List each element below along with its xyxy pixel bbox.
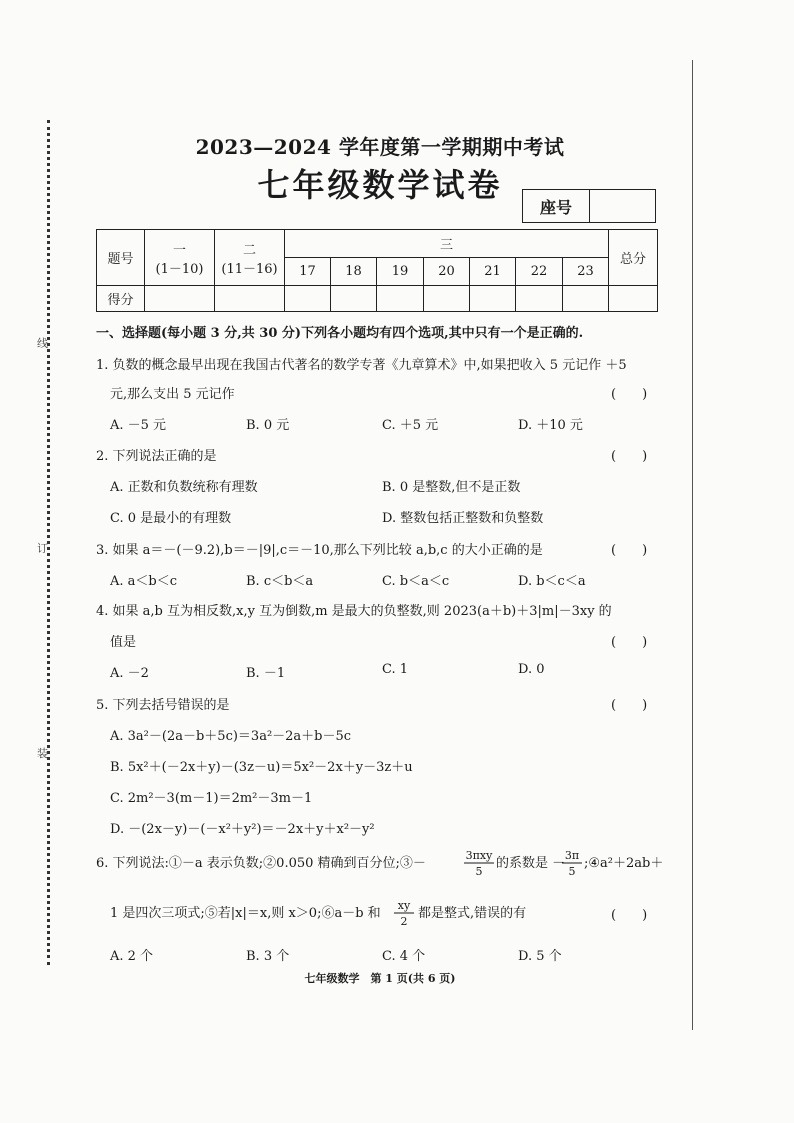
- q6-line2-text: 都是整式,错误的有: [418, 906, 527, 921]
- row-label-score: 得分: [97, 286, 145, 312]
- q2-option-a: A. 正数和负数统称有理数: [110, 480, 258, 495]
- question-number-cell: 23: [563, 258, 609, 286]
- q1-answer-paren[interactable]: ( ): [611, 387, 648, 402]
- q5-line1: 5. 下列去括号错误的是: [96, 698, 230, 713]
- q3-option-d: D. b＜c＜a: [518, 574, 586, 589]
- q1-option-a: A. －5 元: [110, 418, 167, 433]
- q2-option-b: B. 0 是整数,但不是正数: [382, 480, 521, 495]
- q6-line1-text: 的系数是 －: [496, 856, 566, 871]
- q1-line2: 元,那么支出 5 元记作: [110, 387, 235, 402]
- question-number-cell: 20: [424, 258, 470, 286]
- row-label-questions: 题号: [97, 230, 145, 286]
- q1-line1: 1. 负数的概念最早出现在我国古代著名的数学专著《九章算术》中,如果把收入 5 元记作 ＋5: [96, 358, 627, 373]
- q3-answer-paren[interactable]: ( ): [611, 543, 648, 558]
- page-footer: 七年级数学 第 1 页(共 6 页): [304, 972, 456, 985]
- score-cell[interactable]: [285, 286, 331, 312]
- q6-answer-paren[interactable]: ( ): [611, 908, 648, 923]
- q6-option-a: A. 2 个: [110, 949, 154, 964]
- q6-line1-text: ;④a²＋2ab＋: [584, 856, 664, 871]
- q6-line1-text: 6. 下列说法:①－a 表示负数;②0.050 精确到百分位;③－: [96, 856, 426, 871]
- q5-option-c: C. 2m²－3(m－1)＝2m²－3m－1: [110, 791, 313, 806]
- score-cell[interactable]: [215, 286, 285, 312]
- section1-range: (1－10): [155, 261, 204, 277]
- q3-option-a: A. a＜b＜c: [110, 574, 178, 589]
- q4-line2: 值是: [110, 635, 137, 650]
- q6-line2-text: 1 是四次三项式;⑤若|x|＝x,则 x＞0;⑥a－b 和: [110, 906, 381, 921]
- q6-option-c: C. 4 个: [382, 949, 426, 964]
- q2-answer-paren[interactable]: ( ): [611, 449, 648, 464]
- score-cell[interactable]: [470, 286, 516, 312]
- question-number-cell: 22: [516, 258, 563, 286]
- q4-option-d: D. 0: [518, 662, 545, 677]
- section2-name: 二: [242, 242, 256, 258]
- q6-line1: [96, 848, 676, 878]
- exam-title: 2023—2024 学年度第一学期期中考试: [195, 135, 565, 159]
- q6-frac3-num: xy: [397, 899, 411, 912]
- q4-option-c: C. 1: [382, 662, 409, 677]
- section1-name: 一: [172, 242, 186, 258]
- q6-frac2-den: 5: [568, 865, 576, 878]
- section2-header: [215, 230, 285, 286]
- q6-frac3-den: 2: [400, 915, 408, 928]
- score-cell[interactable]: [516, 286, 563, 312]
- q4-option-a: A. －2: [110, 666, 149, 681]
- score-cell[interactable]: [331, 286, 377, 312]
- q1-option-c: C. ＋5 元: [382, 418, 439, 433]
- q4-answer-paren[interactable]: ( ): [611, 635, 648, 650]
- q2-option-d: D. 整数包括正整数和负整数: [382, 511, 544, 526]
- section3-name: 三: [285, 230, 609, 258]
- question-number-cell: 19: [377, 258, 424, 286]
- question-number-cell: 17: [285, 258, 331, 286]
- question-number-cell: 21: [470, 258, 516, 286]
- q4-option-b: B. －1: [246, 666, 286, 681]
- score-cell[interactable]: [424, 286, 470, 312]
- score-cell[interactable]: [377, 286, 424, 312]
- q4-line1: 4. 如果 a,b 互为相反数,x,y 互为倒数,m 是最大的负整数,则 2023(a＋b)＋3|m|－3xy 的: [96, 604, 612, 619]
- q5-option-a: A. 3a²－(2a－b＋5c)＝3a²－2a＋b－5c: [110, 729, 352, 744]
- score-cell[interactable]: [145, 286, 215, 312]
- q6-frac2-num: 3π: [564, 849, 580, 862]
- paper-title: 七年级数学试卷: [257, 166, 503, 204]
- q6-frac1-num: 3πxy: [465, 849, 493, 862]
- q2-option-c: C. 0 是最小的有理数: [110, 511, 232, 526]
- score-cell[interactable]: [563, 286, 609, 312]
- q5-answer-paren[interactable]: ( ): [611, 698, 648, 713]
- section1-heading: 一、选择题(每小题 3 分,共 30 分)下列各小题均有四个选项,其中只有一个是正确的.: [96, 326, 584, 341]
- q6-line2: [110, 898, 550, 928]
- q3-option-c: C. b＜a＜c: [382, 574, 450, 589]
- score-cell[interactable]: [609, 286, 658, 312]
- q3-line1: 3. 如果 a＝－(－9.2),b＝－|9|,c＝－10,那么下列比较 a,b,c 的大小正确的是: [96, 543, 543, 558]
- q2-line1: 2. 下列说法正确的是: [96, 449, 217, 464]
- binding-mark: 装: [37, 747, 48, 760]
- q6-frac1-den: 5: [475, 865, 483, 878]
- q6-option-d: D. 5 个: [518, 949, 562, 964]
- seat-number-box: [522, 189, 656, 223]
- q5-option-d: D. －(2x－y)－(－x²＋y²)＝－2x＋y＋x²－y²: [110, 822, 375, 837]
- binding-mark: 订: [37, 542, 48, 555]
- section2-range: (11－16): [221, 261, 278, 277]
- section1-header: [145, 230, 215, 286]
- seat-number-field[interactable]: [590, 190, 655, 222]
- question-number-cell: 18: [331, 258, 377, 286]
- q5-option-b: B. 5x²＋(－2x＋y)－(3z－u)＝5x²－2x＋y－3z＋u: [110, 760, 413, 775]
- q1-option-b: B. 0 元: [246, 418, 290, 433]
- binding-mark: 线: [37, 337, 48, 350]
- score-table: [96, 229, 658, 312]
- seat-label: 座号: [523, 190, 590, 222]
- q3-option-b: B. c＜b＜a: [246, 574, 314, 589]
- total-label: 总分: [609, 230, 658, 286]
- q1-option-d: D. ＋10 元: [518, 418, 583, 433]
- q6-option-b: B. 3 个: [246, 949, 290, 964]
